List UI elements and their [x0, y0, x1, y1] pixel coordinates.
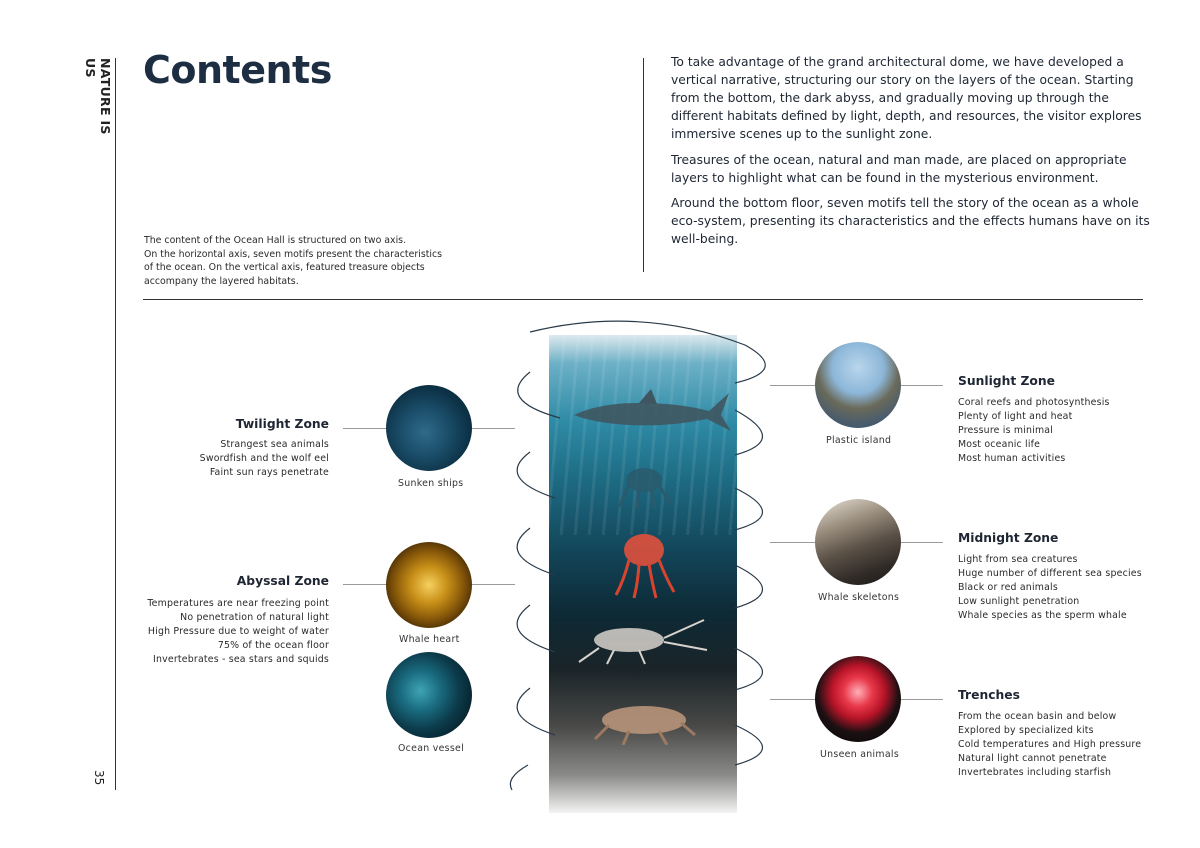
list-item: Strangest sea animals: [220, 439, 329, 450]
paragraph-motifs: Around the bottom floor, seven motifs tell the story of the ocean as a whole eco-system, presenting its characteristics and the effects humans have on its well-being.: [671, 196, 1150, 246]
list-item: Plenty of light and heat: [958, 411, 1073, 422]
plastic-island-label: Plastic island: [826, 435, 892, 446]
list-item: Faint sun rays penetrate: [209, 467, 329, 478]
unseen-animals-label: Unseen animals: [820, 749, 900, 760]
paragraph-treasures: Treasures of the ocean, natural and man made, are placed on appropriate layers to highlight what can be found in the mysterious environment.: [671, 153, 1127, 185]
sunlight-zone-list: [958, 396, 1110, 466]
whale-skeletons-label: Whale skeletons: [818, 592, 900, 603]
unseen-animals-image: [815, 656, 901, 742]
whale-heart-label: Whale heart: [399, 634, 460, 645]
intro-line: On the horizontal axis, seven motifs present the characteristics: [144, 248, 443, 260]
list-item: Invertebrates including starfish: [958, 767, 1112, 778]
midnight-zone-title: Midnight Zone: [958, 531, 1059, 545]
list-item: Pressure is minimal: [958, 425, 1054, 436]
list-item: Swordfish and the wolf eel: [199, 453, 329, 464]
list-item: High Pressure due to weight of water: [147, 626, 329, 637]
page-number: 35: [92, 770, 106, 786]
list-item: Light from sea creatures: [958, 554, 1078, 565]
intro-line: The content of the Ocean Hall is structured on two axis.: [144, 235, 407, 246]
paragraph-narrative: To take advantage of the grand architectural dome, we have developed a vertical narrative, structuring our story on the layers of the ocean. Starting from the bottom, the dark abyss, and gradually moving up through the different habitats defined by light, depth, and resources, the visitor explores immersive scenes up to the sunlight zone.: [671, 55, 1142, 141]
list-item: Temperatures are near freezing point: [147, 598, 329, 609]
whale-heart-image: [386, 542, 472, 628]
list-item: Natural light cannot penetrate: [958, 753, 1107, 764]
list-item: From the ocean basin and below: [958, 711, 1117, 722]
list-item: No penetration of natural light: [180, 612, 329, 623]
sunken-ships-label: Sunken ships: [398, 478, 464, 489]
midnight-zone-list: [958, 553, 1142, 623]
list-item: Coral reefs and photosynthesis: [958, 397, 1110, 408]
list-item: Most oceanic life: [958, 439, 1041, 450]
plastic-island-image: [815, 342, 901, 428]
side-title: NATURE IS US: [83, 58, 113, 135]
trenches-list: [958, 710, 1141, 780]
list-item: Invertebrates - sea stars and squids: [153, 654, 329, 665]
ocean-vessel-label: Ocean vessel: [398, 743, 465, 754]
ocean-vessel-image: [386, 652, 472, 738]
sunlight-zone-title: Sunlight Zone: [958, 374, 1055, 388]
trenches-title: Trenches: [958, 688, 1020, 702]
list-item: Black or red animals: [958, 582, 1058, 593]
list-item: 75% of the ocean floor: [217, 640, 329, 651]
list-item: Low sunlight penetration: [958, 596, 1080, 607]
twilight-zone-title: Twilight Zone: [235, 417, 329, 431]
list-item: Cold temperatures and High pressure: [958, 739, 1142, 750]
page-title: Contents: [143, 48, 332, 92]
intro-line: of the ocean. On the vertical axis, featured treasure objects: [144, 262, 425, 274]
sunken-ships-image: [386, 385, 472, 471]
twilight-zone-list: [129, 438, 329, 480]
whale-skeletons-image: [815, 499, 901, 585]
intro-line: accompany the layered habitats.: [144, 276, 299, 288]
list-item: Most human activities: [958, 453, 1066, 464]
abyssal-zone-title: Abyssal Zone: [236, 574, 329, 588]
list-item: Huge number of different sea species: [958, 568, 1142, 579]
abyssal-zone-list: [129, 597, 329, 667]
list-item: Whale species as the sperm whale: [958, 610, 1127, 621]
list-item: Explored by specialized kits: [958, 725, 1094, 736]
